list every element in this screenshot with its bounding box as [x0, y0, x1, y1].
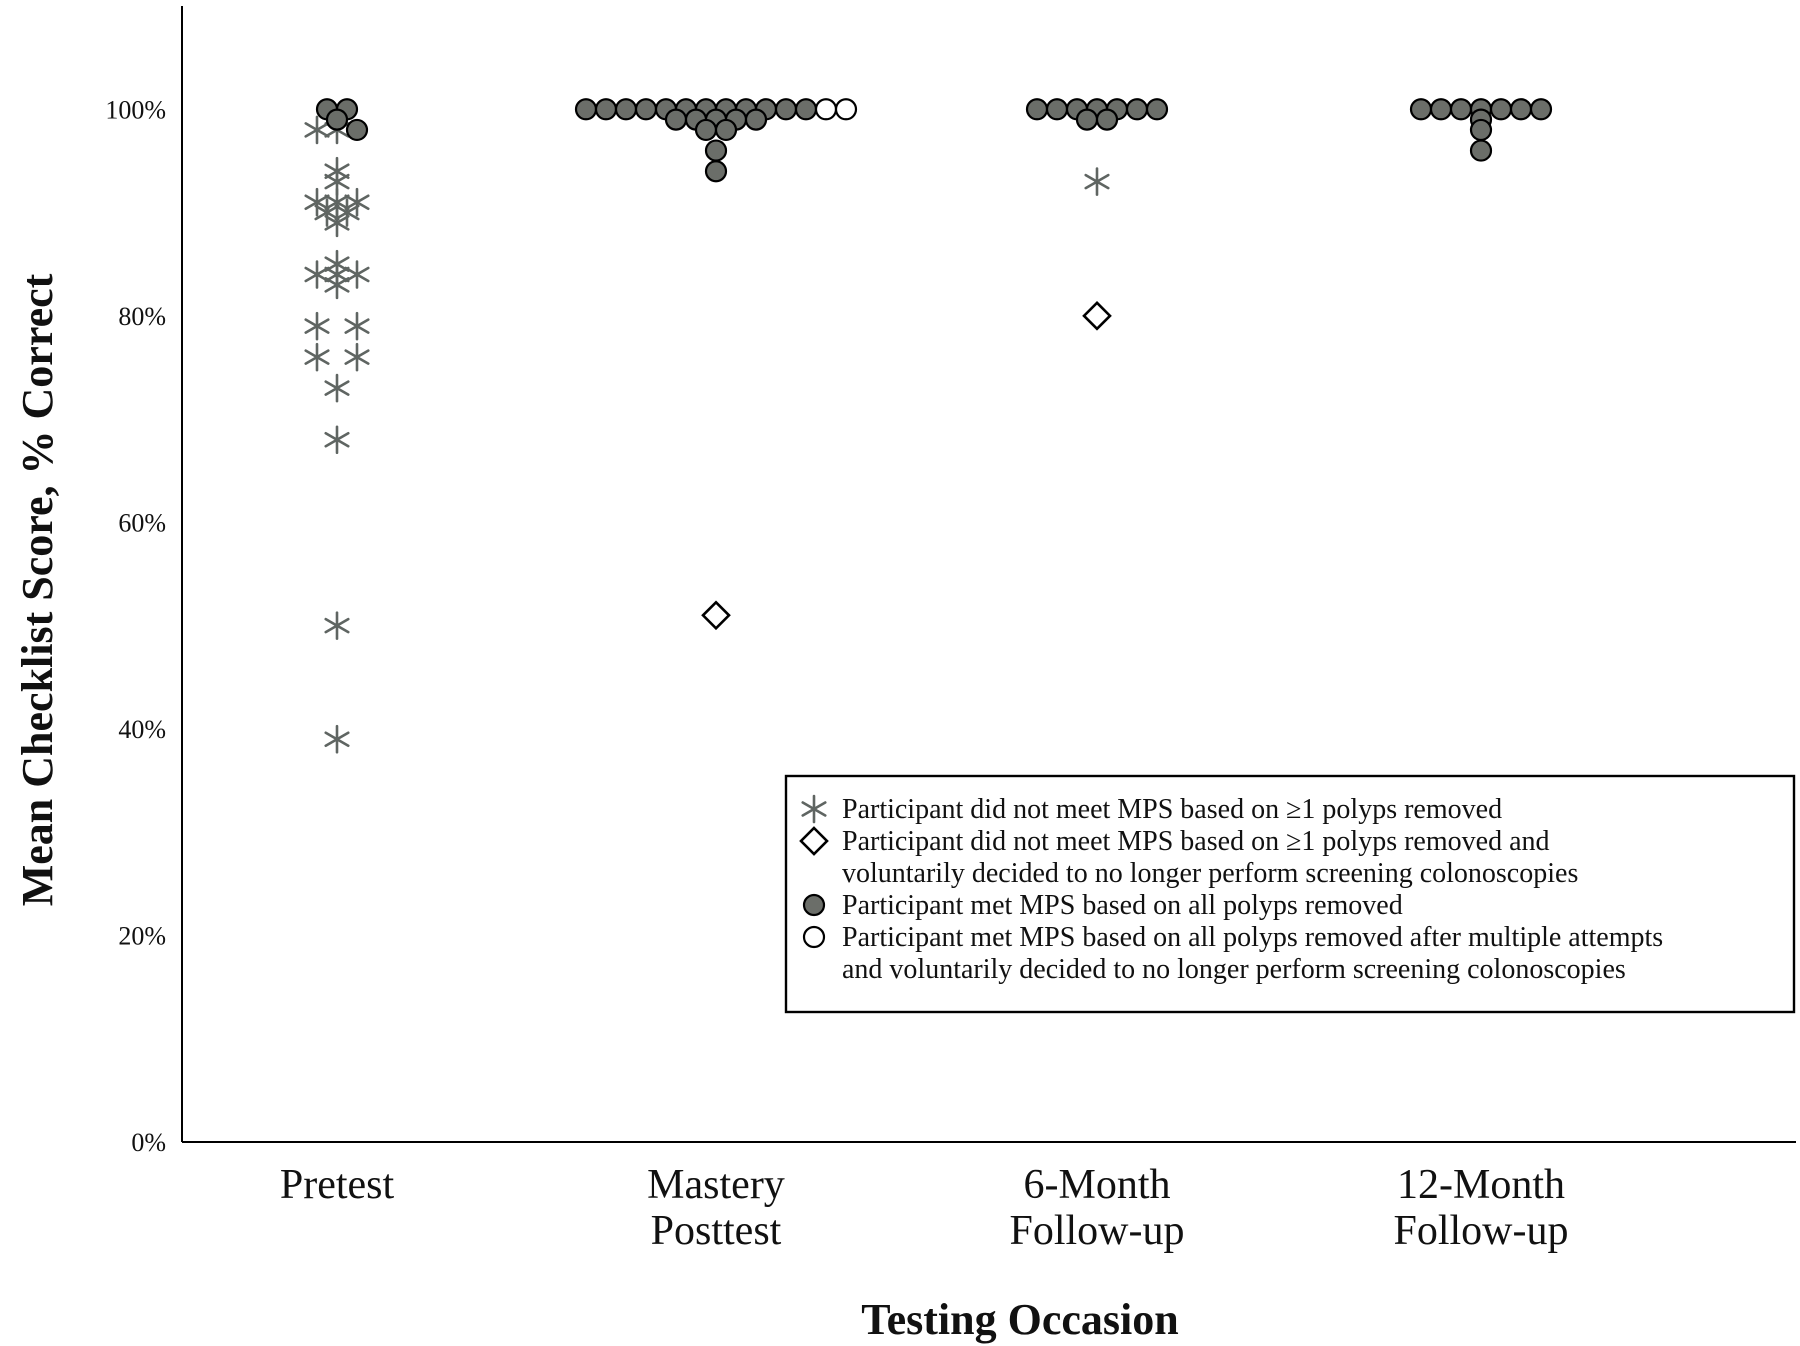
x-category-label	[280, 1162, 395, 1208]
x-category-label-line: 12-Month	[1397, 1162, 1565, 1208]
data-point-filled-circle	[796, 99, 816, 119]
data-point-filled-circle	[1471, 120, 1491, 140]
series-diamond	[703, 303, 1110, 628]
data-point-filled-circle	[746, 110, 766, 130]
x-category-label	[1393, 1162, 1568, 1254]
x-category-label-line: Follow-up	[1009, 1208, 1185, 1254]
legend-entry-text: Participant did not meet MPS based on ≥1 polyps removed	[842, 794, 1503, 825]
x-axis-category-labels	[280, 1162, 1569, 1254]
legend-entry-text: voluntarily decided to no longer perform screening colonoscopies	[842, 858, 1579, 889]
data-point-star	[306, 117, 329, 143]
data-point-filled-circle	[1411, 99, 1431, 119]
data-points	[306, 99, 1551, 752]
data-point-filled-circle	[1077, 110, 1097, 130]
data-point-filled-circle	[596, 99, 616, 119]
data-point-filled-circle	[696, 120, 716, 140]
data-point-star	[326, 272, 349, 298]
data-point-filled-circle	[1027, 99, 1047, 119]
data-point-star	[326, 427, 349, 453]
series-filled-circle	[317, 99, 1551, 181]
data-point-star	[346, 262, 369, 288]
y-tick-label: 100%	[105, 95, 166, 125]
y-tick-label: 20%	[118, 921, 166, 951]
y-tick-label: 80%	[118, 301, 166, 331]
data-point-filled-circle	[576, 99, 596, 119]
data-point-star	[306, 344, 329, 370]
data-point-filled-circle	[1097, 110, 1117, 130]
data-point-filled-circle	[616, 99, 636, 119]
legend-marker-filled-circle	[804, 895, 824, 915]
x-category-label-line: Pretest	[279, 1162, 395, 1208]
data-point-star	[1086, 169, 1109, 195]
data-point-open-circle	[836, 99, 856, 119]
x-category-label	[1009, 1162, 1184, 1254]
data-point-star	[346, 344, 369, 370]
series-open-circle	[816, 99, 856, 119]
data-point-filled-circle	[1431, 99, 1451, 119]
x-category-label-line: Mastery	[647, 1162, 785, 1208]
x-category-label-line: 6-Month	[1023, 1162, 1171, 1208]
x-axis-title: Testing Occasion	[861, 1295, 1179, 1344]
data-point-diamond	[1084, 303, 1110, 329]
series-star	[306, 117, 1109, 752]
legend-marker-open-circle	[804, 927, 824, 947]
data-point-filled-circle	[1471, 141, 1491, 161]
data-point-filled-circle	[776, 99, 796, 119]
legend-entry-text: Participant met MPS based on all polyps removed	[842, 890, 1403, 921]
data-point-filled-circle	[666, 110, 686, 130]
y-axis-title: Mean Checklist Score, % Correct	[13, 273, 62, 907]
data-point-filled-circle	[1511, 99, 1531, 119]
data-point-filled-circle	[1491, 99, 1511, 119]
x-category-label-line: Follow-up	[1393, 1208, 1569, 1254]
data-point-filled-circle	[706, 141, 726, 161]
data-point-diamond	[703, 602, 729, 628]
y-tick-label: 0%	[131, 1128, 166, 1157]
data-point-open-circle	[816, 99, 836, 119]
data-point-star	[306, 262, 329, 288]
data-point-filled-circle	[636, 99, 656, 119]
data-point-filled-circle	[1127, 99, 1147, 119]
data-point-star	[326, 726, 349, 752]
data-point-star	[326, 375, 349, 401]
legend-entry-text: Participant met MPS based on all polyps removed after multiple attempts	[842, 922, 1664, 953]
data-point-star	[306, 313, 329, 339]
data-point-filled-circle	[1531, 99, 1551, 119]
y-tick-label: 60%	[118, 508, 166, 538]
data-point-filled-circle	[1047, 99, 1067, 119]
data-point-filled-circle	[347, 120, 367, 140]
data-point-star	[346, 313, 369, 339]
legend-entry-text: and voluntarily decided to no longer perform screening colonoscopies	[842, 954, 1626, 985]
x-category-label-line: Posttest	[650, 1208, 782, 1254]
data-point-star	[326, 613, 349, 639]
y-axis-ticks	[105, 95, 166, 1157]
data-point-filled-circle	[716, 120, 736, 140]
data-point-filled-circle	[1147, 99, 1167, 119]
y-tick-label: 40%	[118, 714, 166, 744]
data-point-filled-circle	[706, 161, 726, 181]
legend	[786, 776, 1794, 1012]
x-category-label	[647, 1162, 785, 1254]
data-point-filled-circle	[327, 110, 347, 130]
data-point-filled-circle	[1451, 99, 1471, 119]
legend-entry-text: Participant did not meet MPS based on ≥1 polyps removed and	[842, 826, 1550, 857]
